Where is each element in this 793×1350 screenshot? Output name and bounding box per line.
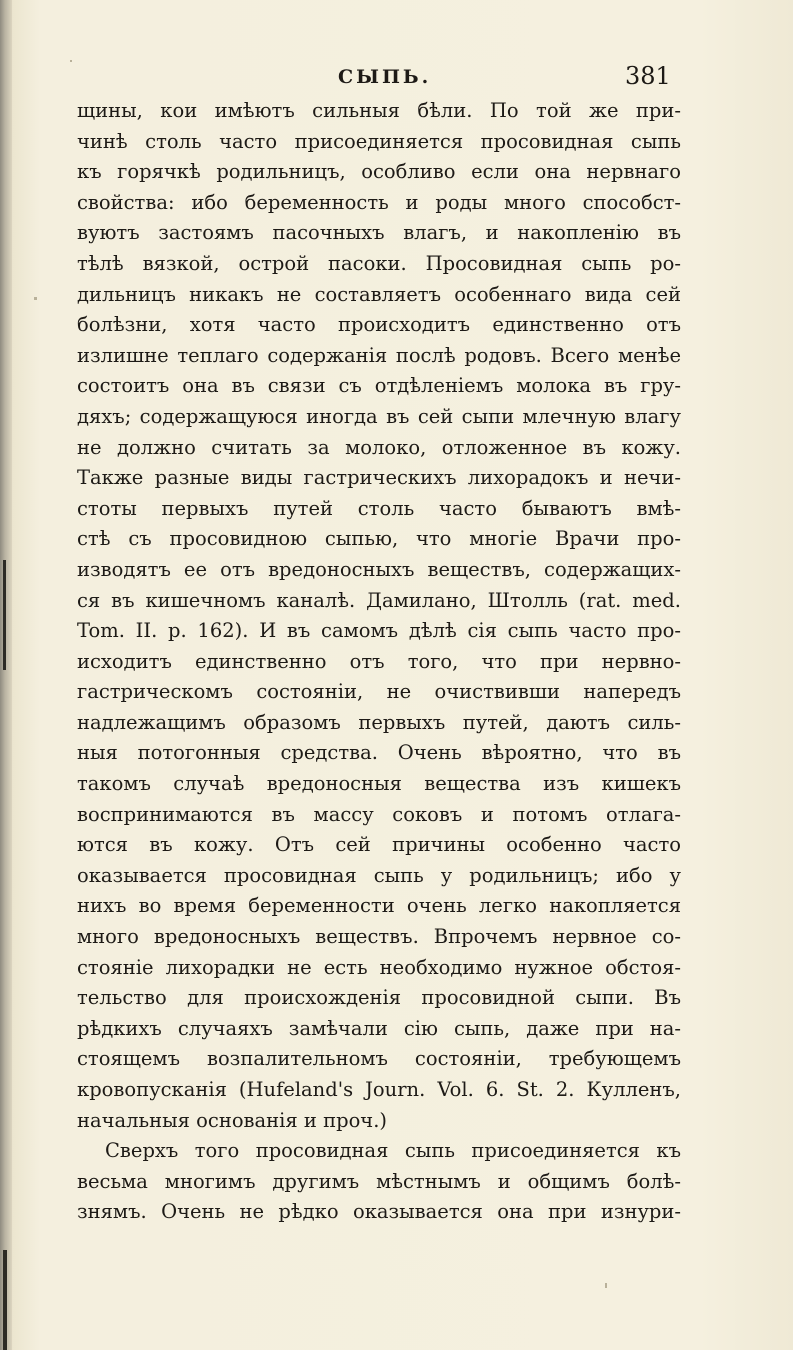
text-line: ныя потогонныя средства. Очень вѣроятно, что въ <box>77 741 681 765</box>
text-line: изводятъ ее отъ вредоносныхъ веществъ, содержащих- <box>77 557 681 581</box>
binding-stain <box>3 560 6 670</box>
paper-speck <box>605 1283 607 1288</box>
text-line: стоящемъ возпалительномъ состояніи, требующемъ <box>77 1047 681 1071</box>
text-line: ются въ кожу. Отъ сей причины особенно часто <box>77 833 681 857</box>
text-line: кровопусканія (Hufeland's Journ. Vol. 6. St. 2. Кулленъ, <box>77 1078 681 1101</box>
paper-speck <box>34 297 37 300</box>
text-line: тельство для происхожденія просовидной сыпи. Въ <box>77 986 681 1010</box>
text-line: стѣ съ просовидною сыпью, что многіе Врачи про- <box>77 527 681 551</box>
page-number: 381 <box>625 62 671 90</box>
text-line: весьма многимъ другимъ мѣстнымъ и общимъ болѣ- <box>77 1169 681 1193</box>
text-line: стоты первыхъ путей столь часто бываютъ вмѣ- <box>77 496 681 520</box>
text-line: такомъ случаѣ вредоносныя вещества изъ кишекъ <box>77 772 681 796</box>
paper-speck <box>70 60 72 62</box>
text-line: чинѣ столь часто присоединяется просовидная сыпь <box>77 129 681 153</box>
text-line: ся въ кишечномъ каналѣ. Дамилано, Штолль (rat. med. <box>77 588 681 612</box>
text-line: свойства: ибо беременность и роды много способст- <box>77 190 681 214</box>
text-line: Tom. II. p. 162). И въ самомъ дѣлѣ сія сыпь часто про- <box>77 619 681 643</box>
text-line: нихъ во время беременности очень легко накопляется <box>77 894 681 918</box>
text-line: воспринимаются въ массу соковъ и потомъ отлага- <box>77 802 681 826</box>
text-line: знямъ. Очень не рѣдко оказывается она при изнури- <box>77 1200 681 1224</box>
text-line: дяхъ; содержащуюся иногда въ сей сыпи млечную влагу <box>77 404 681 428</box>
binding-stain <box>3 1250 7 1350</box>
text-line: болѣзни, хотя часто происходитъ единственно отъ <box>77 313 681 337</box>
text-line: Также разные виды гастрическихъ лихорадокъ и нечи- <box>77 466 681 490</box>
text-line: много вредоносныхъ веществъ. Впрочемъ нервное со- <box>77 925 681 949</box>
text-line: излишне теплаго содержанія послѣ родовъ. Всего менѣе <box>77 343 681 367</box>
book-binding-edge <box>0 0 12 1350</box>
text-line: состоитъ она въ связи съ отдѣленіемъ молока въ гру- <box>77 374 681 398</box>
text-line: не должно считать за молоко, отложенное въ кожу. <box>77 435 681 459</box>
text-line: тѣлѣ вязкой, острой пасоки. Просовидная сыпь ро- <box>77 251 681 275</box>
running-title: СЫПЬ. <box>338 66 432 88</box>
page-header <box>0 62 793 92</box>
body-text <box>77 96 681 1228</box>
text-line: гастрическомъ состояніи, не очиствивши напередъ <box>77 680 681 704</box>
text-line: щины, кои имѣютъ сильныя бѣли. По той же при- <box>77 99 681 122</box>
text-line: исходитъ единственно отъ того, что при нервно- <box>77 649 681 673</box>
paragraph-first-line: Сверхъ того просовидная сыпь присоединяется къ <box>105 1139 681 1163</box>
text-line: вуютъ застоямъ пасочныхъ влагъ, и накопленію въ <box>77 221 681 245</box>
text-line: стояніе лихорадки не есть необходимо нужное обстоя- <box>77 955 681 979</box>
text-line: начальныя основанія и проч.) <box>77 1108 388 1132</box>
text-line: рѣдкихъ случаяхъ замѣчали сію сыпь, даже при на- <box>77 1016 681 1040</box>
text-line: дильницъ никакъ не составляетъ особеннаго вида сей <box>77 282 681 306</box>
text-line: къ горячкѣ родильницъ, особливо если она нервнаго <box>77 160 681 184</box>
text-line: надлежащимъ образомъ первыхъ путей, даютъ силь- <box>77 710 681 734</box>
text-line: оказывается просовидная сыпь у родильницъ; ибо у <box>77 863 681 887</box>
